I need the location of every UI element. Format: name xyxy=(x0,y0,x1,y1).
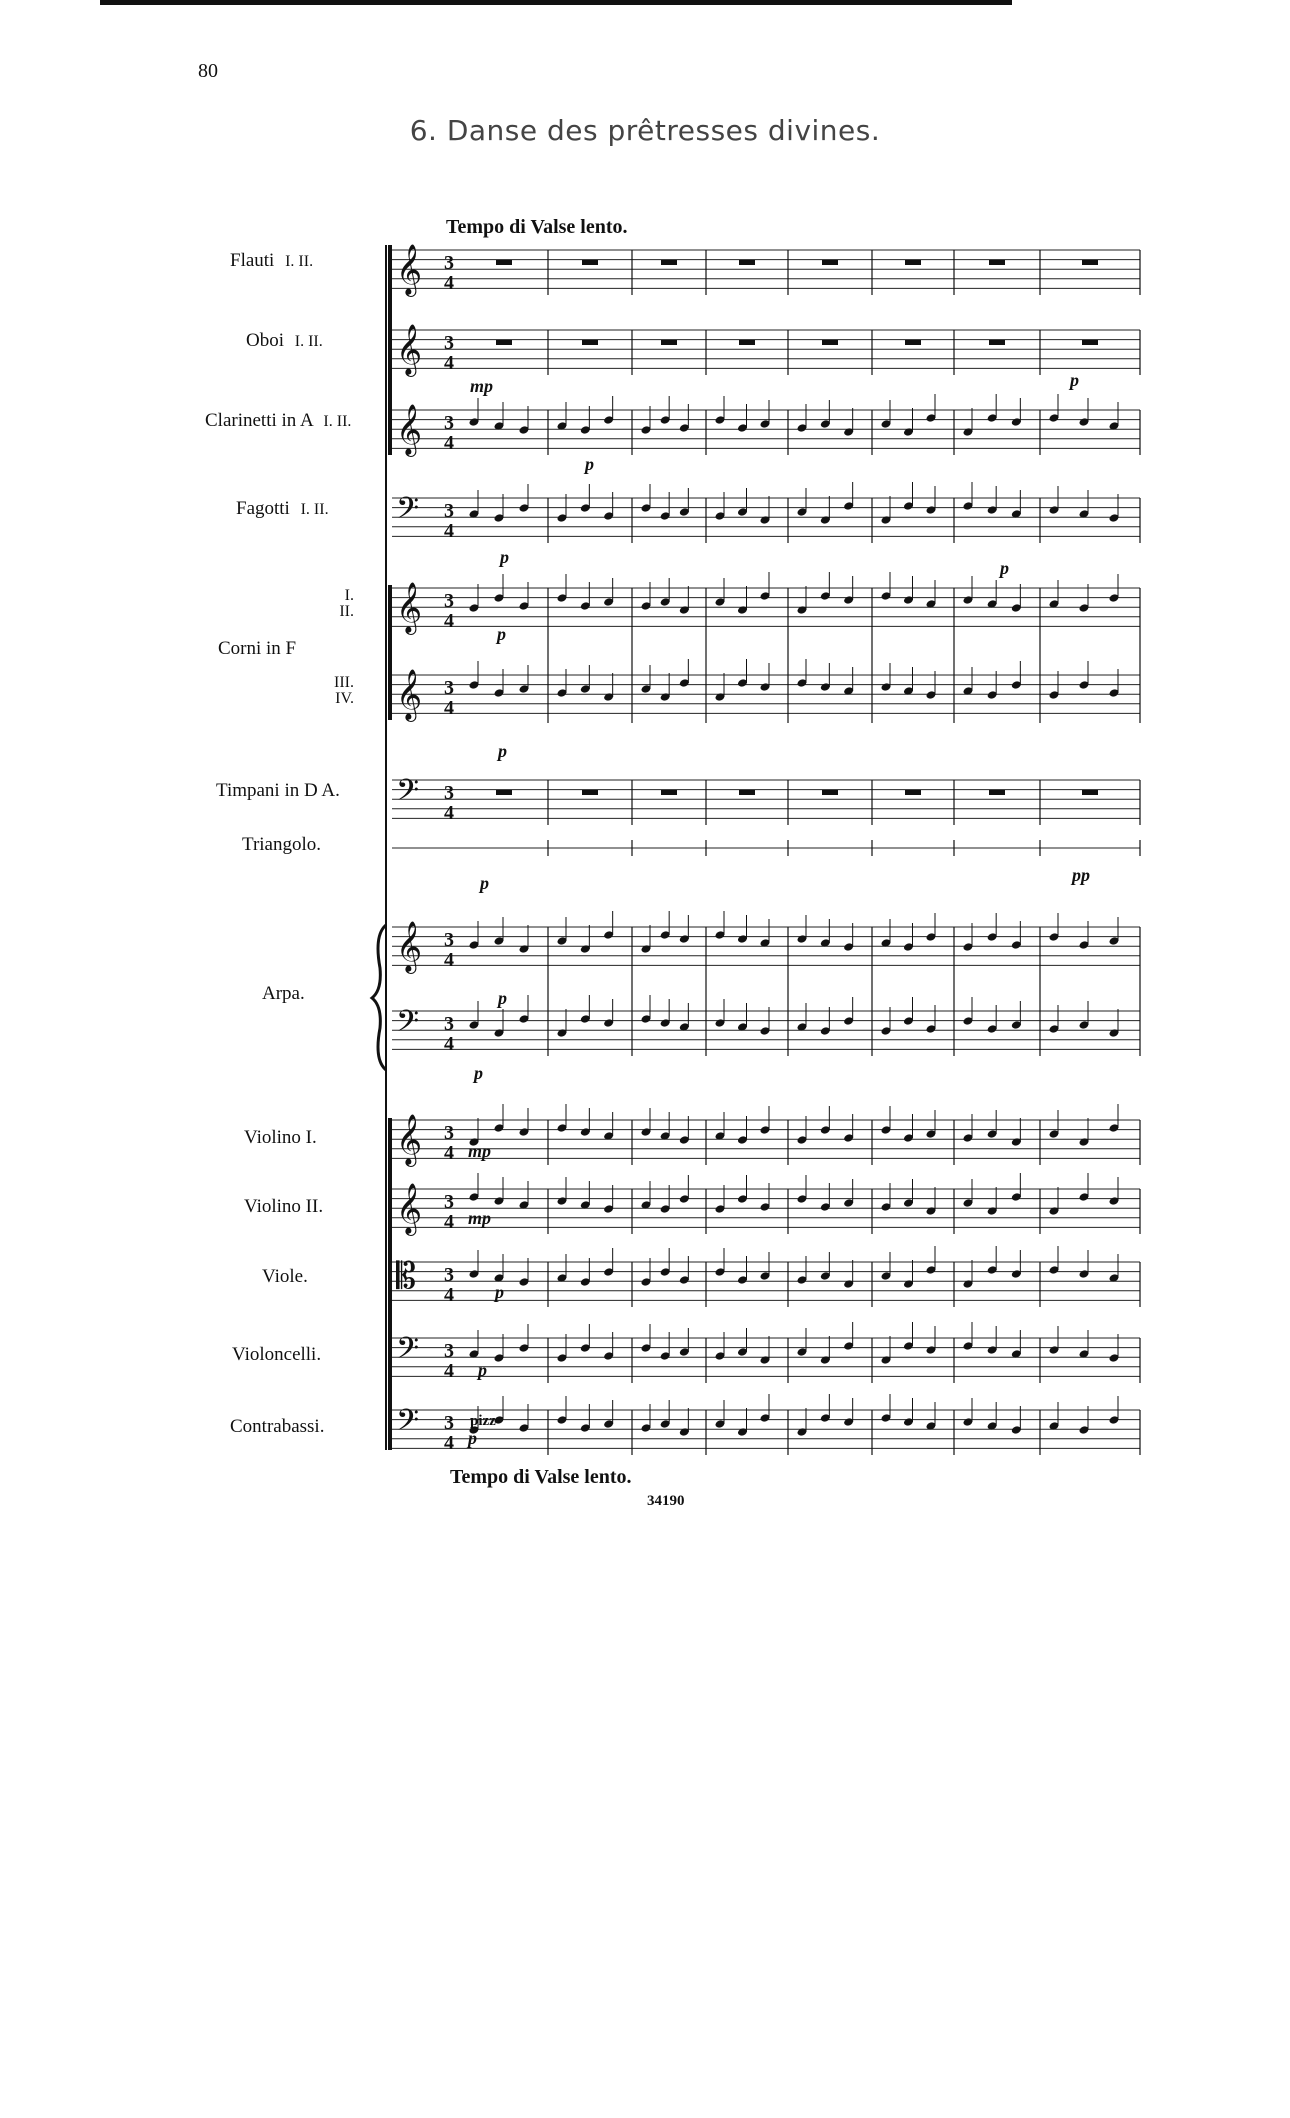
whole-rest xyxy=(582,790,598,795)
time-signature-denominator: 4 xyxy=(444,1432,454,1454)
time-signature-numerator: 3 xyxy=(444,1340,454,1362)
dynamic-marking: mp xyxy=(468,1208,492,1228)
instrument-label-fagotti: Fagotti I. II. xyxy=(236,498,329,519)
whole-rest xyxy=(582,340,598,345)
whole-rest xyxy=(496,340,512,345)
time-signature-denominator: 4 xyxy=(444,802,454,824)
whole-rest xyxy=(582,260,598,265)
dynamic-marking: p xyxy=(498,741,507,761)
treble-clef-icon: 𝄞 xyxy=(396,669,423,720)
whole-rest xyxy=(739,790,755,795)
time-signature-numerator: 3 xyxy=(444,332,454,354)
whole-rest xyxy=(822,260,838,265)
treble-clef-icon: 𝄞 xyxy=(396,404,423,455)
clefs xyxy=(396,244,422,1445)
time-signature-denominator: 4 xyxy=(444,1142,454,1164)
time-signature-denominator: 4 xyxy=(444,520,454,542)
instrument-label-corni: Corni in F xyxy=(218,638,297,659)
dynamic-marking: p xyxy=(495,1282,504,1302)
whole-rest xyxy=(1082,340,1098,345)
corni-parts-3-4: III. IV. xyxy=(334,674,354,707)
treble-clef-icon: 𝄞 xyxy=(396,582,423,633)
dynamic-marking: mp xyxy=(468,1141,492,1161)
whole-rest xyxy=(739,260,755,265)
whole-rest xyxy=(1082,260,1098,265)
whole-rest xyxy=(989,790,1005,795)
time-signature-numerator: 3 xyxy=(444,1122,454,1144)
whole-rest xyxy=(989,340,1005,345)
time-signature-denominator: 4 xyxy=(444,352,454,374)
harp-brace xyxy=(372,925,386,1070)
dynamic-marking: p xyxy=(468,1428,477,1448)
tempo-marking-bottom: Tempo di Valse lento. xyxy=(450,1466,632,1488)
time-signatures xyxy=(444,252,454,1454)
whole-rest xyxy=(661,340,677,345)
bass-clef-icon: 𝄢 xyxy=(396,1332,420,1373)
time-signature-numerator: 3 xyxy=(444,590,454,612)
time-signature-numerator: 3 xyxy=(444,500,454,522)
bass-clef-icon: 𝄢 xyxy=(396,1005,420,1046)
time-signature-numerator: 3 xyxy=(444,1412,454,1434)
dynamic-marking: pizz xyxy=(470,1413,496,1429)
instrument-label-timpani: Timpani in D A. xyxy=(216,780,340,801)
instrument-label-violino-1: Violino I. xyxy=(244,1127,317,1148)
instrument-label-clarinetti: Clarinetti in A I. II. xyxy=(205,410,352,431)
part-numbers: I. II. xyxy=(300,500,329,518)
time-signature-numerator: 3 xyxy=(444,252,454,274)
dynamic-marking: p xyxy=(474,1063,483,1083)
treble-clef-icon: 𝄞 xyxy=(396,1183,423,1234)
bass-clef-icon: 𝄢 xyxy=(396,774,420,815)
time-signature-denominator: 4 xyxy=(444,432,454,454)
corni-parts-1-2: I. II. xyxy=(339,587,354,620)
bass-clef-icon: 𝄢 xyxy=(396,1404,420,1445)
treble-clef-icon: 𝄞 xyxy=(396,1114,423,1165)
page-number: 80 xyxy=(198,60,218,82)
time-signature-denominator: 4 xyxy=(444,1360,454,1382)
time-signature-numerator: 3 xyxy=(444,1191,454,1213)
plate-number: 34190 xyxy=(647,1493,685,1509)
whole-rest xyxy=(739,340,755,345)
dynamic-marking: p xyxy=(1070,370,1079,390)
dynamic-marking: p xyxy=(497,624,506,644)
treble-clef-icon: 𝄞 xyxy=(396,244,423,295)
whole-rest xyxy=(496,260,512,265)
dynamic-marking: mp xyxy=(470,376,494,396)
instrument-label-contrabassi: Contrabassi. xyxy=(230,1416,325,1437)
whole-rest xyxy=(989,260,1005,265)
whole-rest xyxy=(905,260,921,265)
time-signature-denominator: 4 xyxy=(444,697,454,719)
whole-rest xyxy=(661,790,677,795)
time-signature-denominator: 4 xyxy=(444,1033,454,1055)
part-numbers: I. II. xyxy=(323,412,352,430)
time-signature-numerator: 3 xyxy=(444,1264,454,1286)
time-signature-denominator: 4 xyxy=(444,272,454,294)
dynamic-marking: p xyxy=(1000,558,1009,578)
time-signature-denominator: 4 xyxy=(444,1211,454,1233)
time-signature-numerator: 3 xyxy=(444,782,454,804)
part-numbers: I. II. xyxy=(285,252,314,270)
time-signature-denominator: 4 xyxy=(444,949,454,971)
dynamics xyxy=(466,370,1090,1448)
dynamic-marking: p xyxy=(478,1360,487,1380)
instrument-label-viole: Viole. xyxy=(262,1266,308,1287)
time-signature-numerator: 3 xyxy=(444,929,454,951)
whole-rest xyxy=(661,260,677,265)
instrument-label-oboi: Oboi I. II. xyxy=(246,330,323,351)
dynamic-marking: p xyxy=(585,454,594,474)
treble-clef-icon: 𝄞 xyxy=(396,324,423,375)
time-signature-numerator: 3 xyxy=(444,1013,454,1035)
time-signature-numerator: 3 xyxy=(444,677,454,699)
whole-rest xyxy=(905,340,921,345)
whole-rest xyxy=(822,790,838,795)
time-signature-denominator: 4 xyxy=(444,610,454,632)
bass-clef-icon: 𝄢 xyxy=(396,492,420,533)
instrument-label-triangolo: Triangolo. xyxy=(242,834,322,855)
whole-rest xyxy=(496,790,512,795)
dynamic-marking: p xyxy=(498,988,507,1008)
dynamic-marking: pp xyxy=(1072,865,1090,885)
time-signature-denominator: 4 xyxy=(444,1284,454,1306)
instrument-label-violino-2: Violino II. xyxy=(244,1196,324,1217)
barlines xyxy=(372,245,1140,1455)
whole-rest xyxy=(1082,790,1098,795)
tempo-marking-top: Tempo di Valse lento. xyxy=(446,216,628,238)
staff-lines xyxy=(392,250,1140,1448)
dynamic-marking: p xyxy=(480,873,489,893)
instrument-label-violoncelli: Violoncelli. xyxy=(232,1344,322,1365)
whole-rest xyxy=(822,340,838,345)
alto-clef-icon: 𝄡 xyxy=(396,1256,417,1297)
part-numbers: I. II. xyxy=(294,332,323,350)
instrument-label-flauti: Flauti I. II. xyxy=(230,250,314,271)
dynamic-marking: p xyxy=(500,547,509,567)
instrument-label-arpa: Arpa. xyxy=(262,983,305,1004)
whole-rest xyxy=(905,790,921,795)
piece-title: 6. Danse des prêtresses divines. xyxy=(409,114,881,147)
treble-clef-icon: 𝄞 xyxy=(396,921,423,972)
time-signature-numerator: 3 xyxy=(444,412,454,434)
